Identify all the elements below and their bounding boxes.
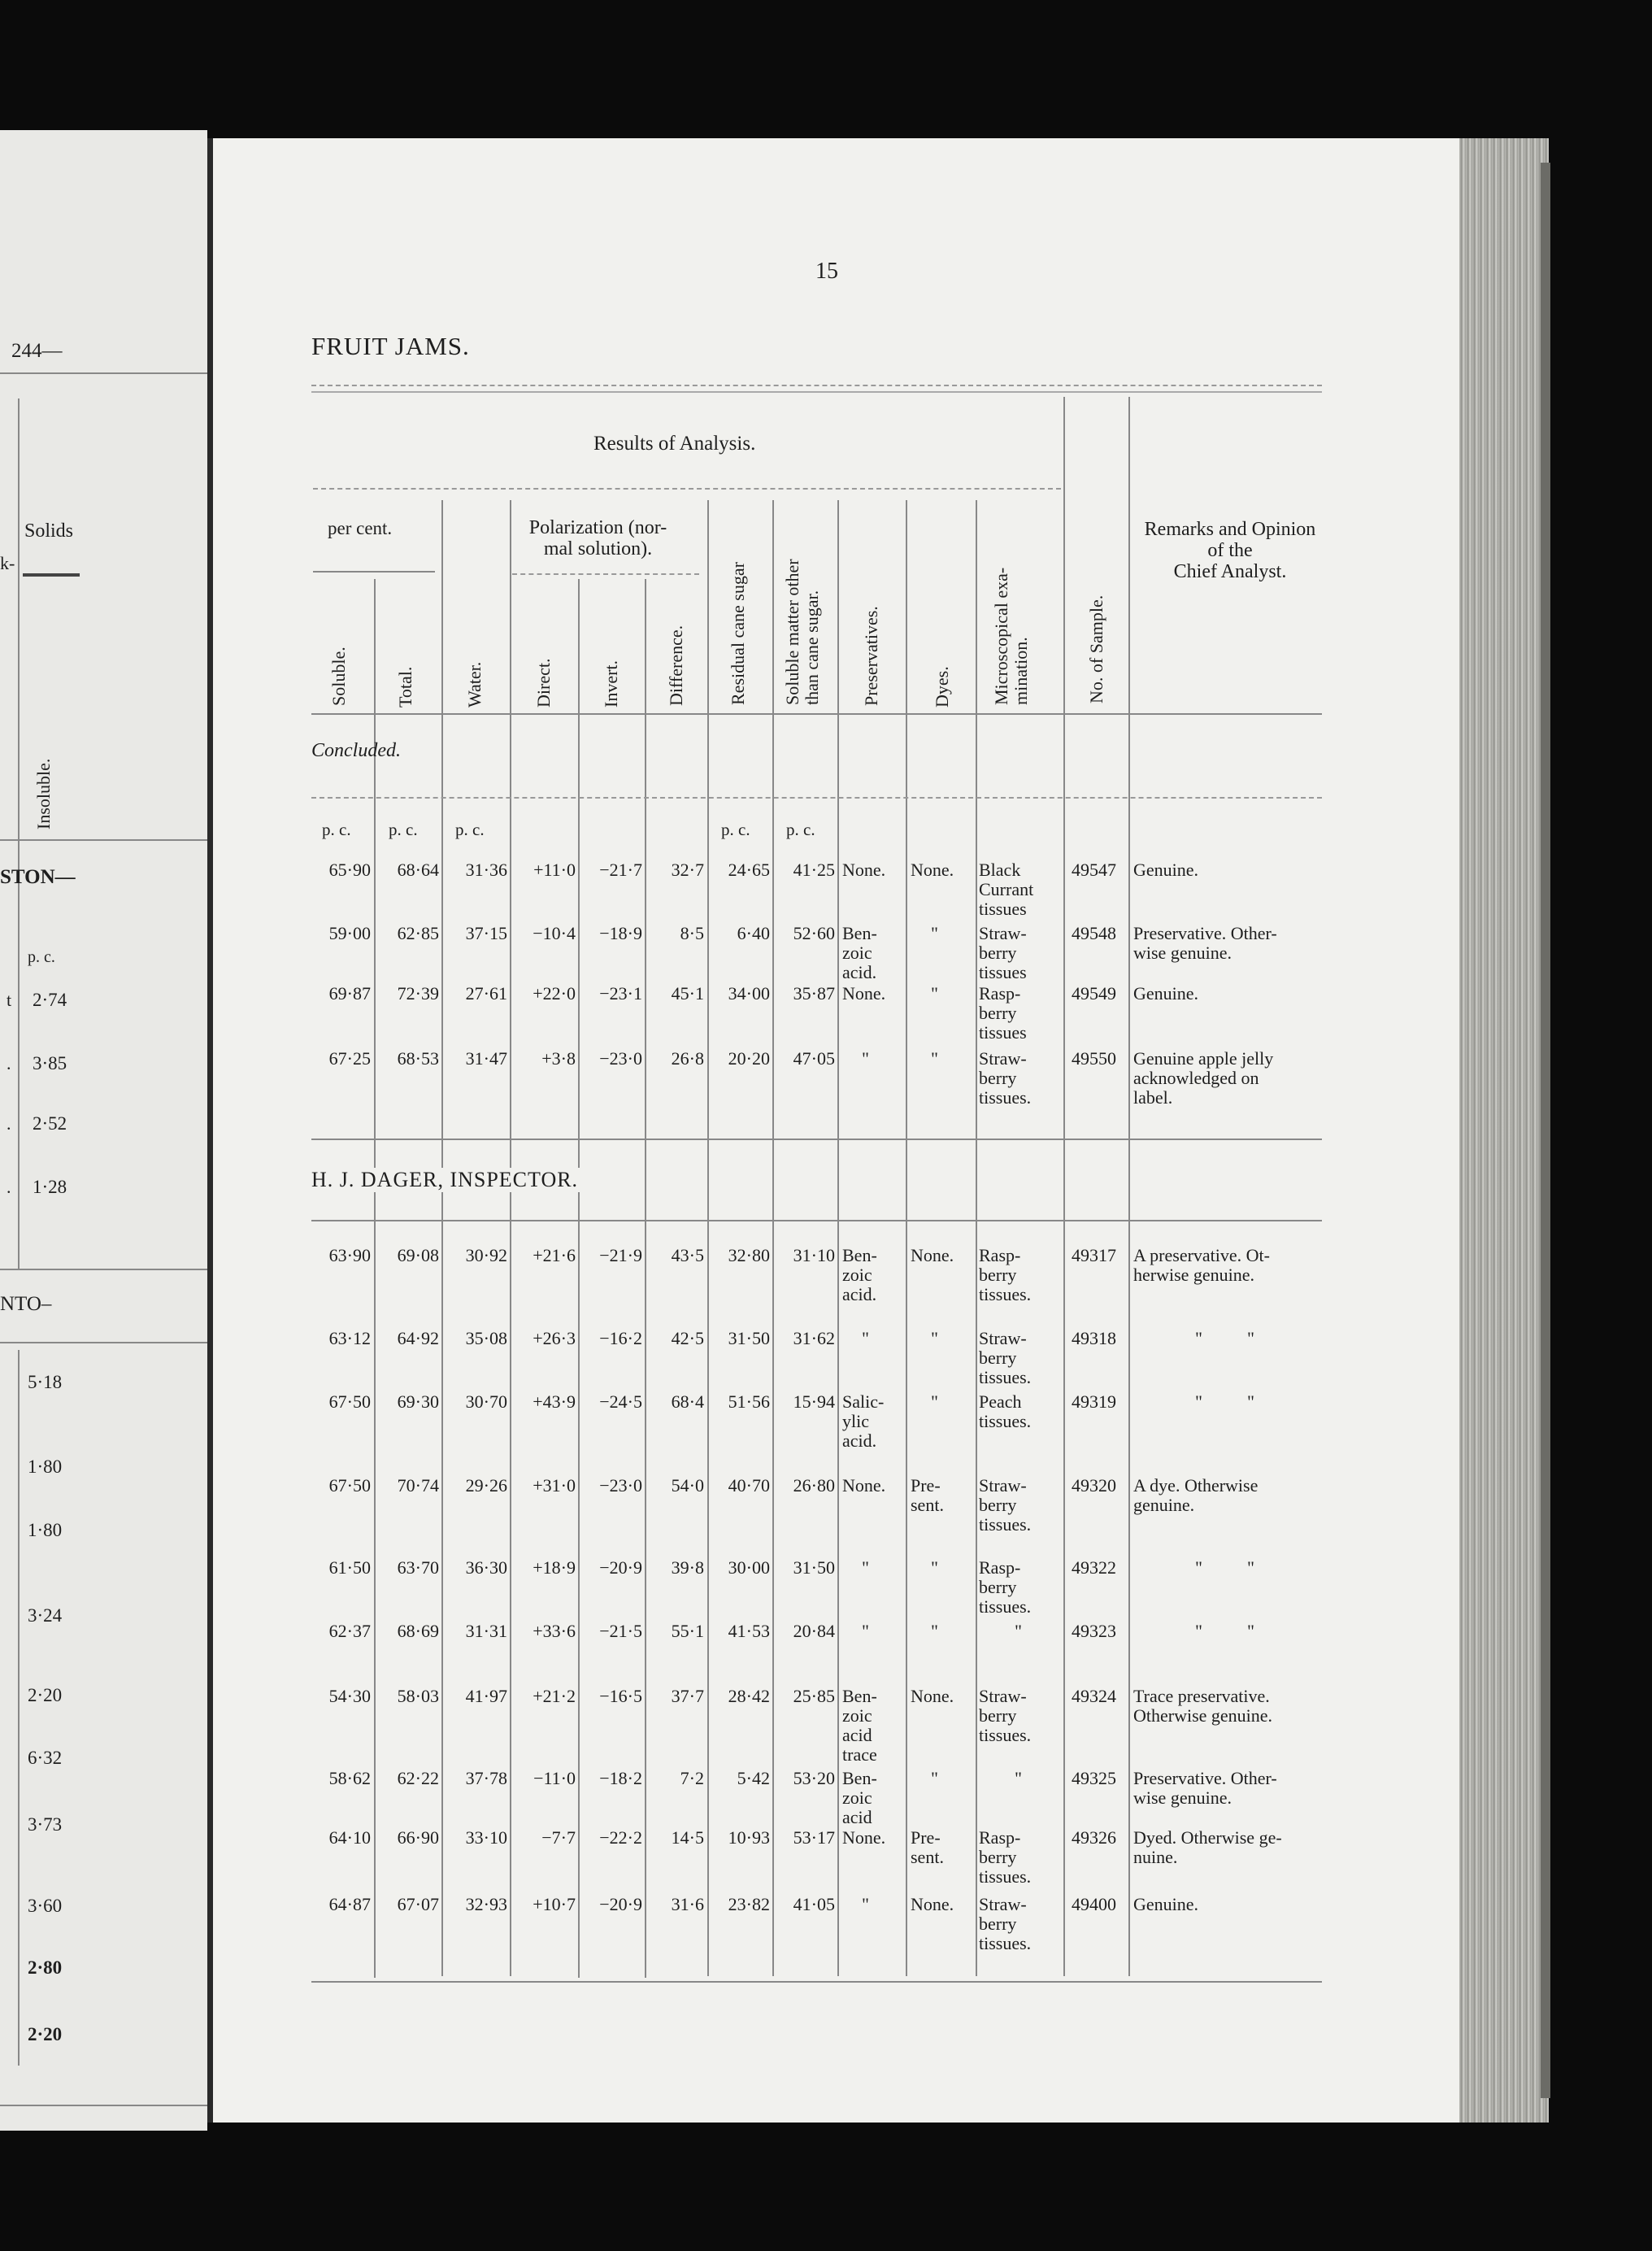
cell-difference: 32·7 bbox=[671, 860, 704, 880]
left-value: 6·32 bbox=[28, 1748, 63, 1768]
cell-total: 62·85 bbox=[397, 923, 439, 943]
cell-invert: −20·9 bbox=[599, 1894, 642, 1914]
cell-residual: 10·93 bbox=[728, 1827, 770, 1848]
cell-preservative: Ben- zoic acid. bbox=[842, 1245, 877, 1304]
left-header-solids: Solids bbox=[24, 520, 74, 542]
group-header-rule bbox=[313, 488, 1061, 490]
inspector-heading: H. J. DAGER, INSPECTOR. bbox=[311, 1168, 586, 1192]
left-section-2-rule bbox=[0, 1342, 207, 1343]
cell-difference: 37·7 bbox=[671, 1686, 704, 1706]
left-value: 3·60 bbox=[28, 1896, 63, 1916]
cell-difference: 54·0 bbox=[671, 1475, 704, 1496]
cell-remarks: Preservative. Other- wise genuine. bbox=[1133, 1768, 1277, 1808]
cell-dyes: None. bbox=[911, 1686, 954, 1706]
cell-remarks: Trace preservative. Otherwise genuine. bbox=[1133, 1686, 1273, 1726]
cell-direct: −10·4 bbox=[533, 923, 576, 943]
cell-remarks: Genuine. bbox=[1133, 1894, 1199, 1914]
group-header: Results of Analysis. bbox=[593, 433, 756, 455]
cell-water: 29·26 bbox=[465, 1475, 507, 1496]
page-title: FRUIT JAMS. bbox=[311, 332, 470, 360]
cell-water: 31·31 bbox=[465, 1621, 507, 1641]
divider-dyes-micro bbox=[976, 500, 977, 1976]
cell-direct: +18·9 bbox=[533, 1557, 576, 1578]
cell-total: 66·90 bbox=[397, 1827, 439, 1848]
cell-micro: Straw- berry tissues bbox=[979, 923, 1027, 982]
cell-matter: 25·85 bbox=[793, 1686, 835, 1706]
cell-difference: 8·5 bbox=[680, 923, 704, 943]
cell-matter: 53·20 bbox=[793, 1768, 835, 1788]
cell-direct: +22·0 bbox=[533, 983, 576, 1004]
cell-water: 31·36 bbox=[465, 860, 507, 880]
cell-soluble: 64·87 bbox=[328, 1894, 371, 1914]
cell-micro: Rasp- berry tissues. bbox=[979, 1827, 1032, 1887]
divider-difference-residual bbox=[707, 500, 709, 1976]
cell-difference: 55·1 bbox=[671, 1621, 704, 1641]
cell-water: 30·70 bbox=[465, 1391, 507, 1412]
cell-residual: 30·00 bbox=[728, 1557, 770, 1578]
col-header-total: Total. bbox=[395, 666, 415, 708]
cell-direct: +43·9 bbox=[533, 1391, 576, 1412]
unit-label: p. c. bbox=[721, 820, 750, 839]
cell-remarks: " " bbox=[1195, 1328, 1254, 1348]
cell-remarks: " " bbox=[1195, 1391, 1254, 1412]
cell-sample: 49320 bbox=[1072, 1475, 1116, 1496]
cell-difference: 31·6 bbox=[671, 1894, 704, 1914]
cell-invert: −23·0 bbox=[599, 1475, 642, 1496]
left-value: 3·73 bbox=[28, 1814, 63, 1835]
cell-micro: Straw- berry tissues. bbox=[979, 1894, 1032, 1953]
cell-remarks: A dye. Otherwise genuine. bbox=[1133, 1475, 1259, 1515]
cell-difference: 26·8 bbox=[671, 1048, 704, 1069]
remarks-header: Remarks and Opinion of the Chief Analyst. bbox=[1144, 519, 1316, 582]
cell-remarks: " " bbox=[1195, 1621, 1254, 1641]
cell-preservative: None. bbox=[842, 983, 886, 1004]
cell-direct: +33·6 bbox=[533, 1621, 576, 1641]
divider-micro-sample bbox=[1063, 397, 1065, 1976]
cell-residual: 31·50 bbox=[728, 1328, 770, 1348]
cell-direct: −7·7 bbox=[541, 1827, 576, 1848]
cell-water: 41·97 bbox=[465, 1686, 507, 1706]
cell-direct: +26·3 bbox=[533, 1328, 576, 1348]
cell-water: 33·10 bbox=[465, 1827, 507, 1848]
cell-preservative: None. bbox=[842, 1827, 886, 1848]
concluded-rule bbox=[311, 797, 1322, 799]
cell-sample: 49400 bbox=[1072, 1894, 1116, 1914]
cell-invert: −16·5 bbox=[599, 1686, 642, 1706]
left-bottom-rule bbox=[0, 2105, 207, 2106]
cell-dyes: " bbox=[931, 1328, 938, 1348]
col-header-water: Water. bbox=[464, 661, 485, 708]
cell-preservative: " bbox=[862, 1328, 869, 1348]
cell-matter: 47·05 bbox=[793, 1048, 835, 1069]
cell-micro: Straw- berry tissues. bbox=[979, 1475, 1032, 1535]
cell-invert: −24·5 bbox=[599, 1391, 642, 1412]
cell-soluble: 64·10 bbox=[328, 1827, 371, 1848]
divider-residual-matter bbox=[772, 500, 774, 1976]
cell-micro: Straw- berry tissues. bbox=[979, 1686, 1032, 1745]
cell-dyes: " bbox=[931, 1048, 938, 1069]
left-value: 3·85 bbox=[33, 1053, 67, 1073]
col-header-difference: Difference. bbox=[666, 625, 686, 706]
cell-invert: −18·9 bbox=[599, 923, 642, 943]
left-column-rule-2 bbox=[18, 1350, 20, 2066]
cell-matter: 20·84 bbox=[793, 1621, 835, 1641]
cell-micro: Rasp- berry tissues bbox=[979, 983, 1027, 1043]
cell-direct: +11·0 bbox=[533, 860, 576, 880]
cell-matter: 31·50 bbox=[793, 1557, 835, 1578]
cell-sample: 49319 bbox=[1072, 1391, 1116, 1412]
cell-soluble: 67·25 bbox=[328, 1048, 371, 1069]
col-header-invert: Invert. bbox=[601, 660, 621, 708]
cell-dyes: " bbox=[931, 1768, 938, 1788]
left-section-1-tail: STON— bbox=[0, 866, 76, 888]
cell-remarks: A preservative. Ot- herwise genuine. bbox=[1133, 1245, 1270, 1285]
cell-dyes: " bbox=[931, 1391, 938, 1412]
cell-micro: Straw- berry tissues. bbox=[979, 1328, 1032, 1387]
cell-preservative: None. bbox=[842, 1475, 886, 1496]
cell-water: 31·47 bbox=[465, 1048, 507, 1069]
left-value: 2·52 bbox=[33, 1113, 67, 1134]
cell-water: 32·93 bbox=[465, 1894, 507, 1914]
per-cent-header: per cent. bbox=[328, 518, 393, 538]
page-edges-shadow bbox=[1541, 163, 1550, 2098]
cell-sample: 49548 bbox=[1072, 923, 1116, 943]
cell-preservative: Ben- zoic acid trace bbox=[842, 1686, 877, 1765]
table-top-rule-2 bbox=[311, 391, 1322, 393]
cell-matter: 52·60 bbox=[793, 923, 835, 943]
cell-total: 72·39 bbox=[397, 983, 439, 1004]
cell-preservative: " bbox=[862, 1557, 869, 1578]
cell-remarks: Genuine. bbox=[1133, 860, 1199, 880]
cell-micro: Rasp- berry tissues. bbox=[979, 1557, 1032, 1617]
cell-dyes: None. bbox=[911, 860, 954, 880]
cell-difference: 45·1 bbox=[671, 983, 704, 1004]
left-header-fragment: k- bbox=[0, 553, 15, 573]
cell-sample: 49325 bbox=[1072, 1768, 1116, 1788]
cell-difference: 14·5 bbox=[671, 1827, 704, 1848]
left-header-bottom-rule bbox=[0, 839, 207, 841]
cell-micro: " bbox=[1015, 1768, 1022, 1788]
left-row-mark: . bbox=[7, 1177, 11, 1197]
cell-soluble: 69·87 bbox=[328, 983, 371, 1004]
unit-label: p. c. bbox=[786, 820, 815, 839]
cell-difference: 7·2 bbox=[680, 1768, 704, 1788]
left-value: 1·80 bbox=[28, 1520, 63, 1540]
cell-total: 67·07 bbox=[397, 1894, 439, 1914]
col-header-direct: Direct. bbox=[533, 658, 554, 708]
cell-residual: 32·80 bbox=[728, 1245, 770, 1265]
cell-difference: 42·5 bbox=[671, 1328, 704, 1348]
left-value: 3·24 bbox=[28, 1605, 63, 1626]
cell-remarks: Preservative. Other- wise genuine. bbox=[1133, 923, 1277, 963]
cell-difference: 43·5 bbox=[671, 1245, 704, 1265]
cell-total: 64·92 bbox=[397, 1328, 439, 1348]
cell-water: 30·92 bbox=[465, 1245, 507, 1265]
divider-preservative-dyes bbox=[906, 500, 907, 1976]
left-value: 5·18 bbox=[28, 1372, 63, 1392]
cell-sample: 49323 bbox=[1072, 1621, 1116, 1641]
divider-water-direct bbox=[510, 500, 511, 1976]
cell-sample: 49324 bbox=[1072, 1686, 1116, 1706]
cell-remarks: Dyed. Otherwise ge- nuine. bbox=[1133, 1827, 1282, 1867]
cell-matter: 35·87 bbox=[793, 983, 835, 1004]
cell-water: 36·30 bbox=[465, 1557, 507, 1578]
cell-micro: Black Currant tissues bbox=[979, 860, 1034, 919]
table-bottom-rule bbox=[311, 1981, 1322, 1983]
cell-residual: 51·56 bbox=[728, 1391, 770, 1412]
cell-dyes: None. bbox=[911, 1894, 954, 1914]
cell-invert: −20·9 bbox=[599, 1557, 642, 1578]
cell-preservative: None. bbox=[842, 860, 886, 880]
cell-invert: −21·5 bbox=[599, 1621, 642, 1641]
cell-sample: 49550 bbox=[1072, 1048, 1116, 1069]
cell-matter: 41·25 bbox=[793, 860, 835, 880]
cell-matter: 53·17 bbox=[793, 1827, 835, 1848]
divider-sample-remarks bbox=[1128, 397, 1130, 1976]
cell-difference: 39·8 bbox=[671, 1557, 704, 1578]
left-value: 1·80 bbox=[28, 1456, 63, 1477]
col-header-soluble-matter: Soluble matter other than cane sugar. bbox=[782, 559, 822, 705]
cell-preservative: " bbox=[862, 1621, 869, 1641]
cell-soluble: 63·12 bbox=[328, 1328, 371, 1348]
divider-invert-difference bbox=[645, 579, 646, 1978]
cell-total: 68·64 bbox=[397, 860, 439, 880]
left-value: 2·20 bbox=[28, 1685, 63, 1705]
cell-soluble: 65·90 bbox=[328, 860, 371, 880]
cell-dyes: Pre- sent. bbox=[911, 1827, 944, 1867]
cell-residual: 20·20 bbox=[728, 1048, 770, 1069]
cell-total: 68·53 bbox=[397, 1048, 439, 1069]
divider-direct-invert bbox=[578, 579, 580, 1978]
left-value: 2·80 bbox=[28, 1957, 63, 1978]
cell-remarks: Genuine. bbox=[1133, 983, 1199, 1004]
cell-direct: +21·2 bbox=[533, 1686, 576, 1706]
cell-residual: 34·00 bbox=[728, 983, 770, 1004]
cell-total: 69·08 bbox=[397, 1245, 439, 1265]
col-header-preservatives: Preservatives. bbox=[861, 606, 881, 706]
unit-label: p. c. bbox=[389, 820, 418, 839]
cell-micro: Peach tissues. bbox=[979, 1391, 1032, 1431]
page-number: 15 bbox=[815, 259, 838, 284]
cell-dyes: None. bbox=[911, 1245, 954, 1265]
cell-preservative: " bbox=[862, 1048, 869, 1069]
cell-total: 69·30 bbox=[397, 1391, 439, 1412]
cell-remarks: " " bbox=[1195, 1557, 1254, 1578]
table-top-rule bbox=[311, 385, 1322, 386]
cell-invert: −23·0 bbox=[599, 1048, 642, 1069]
cell-invert: −21·7 bbox=[599, 860, 642, 880]
col-header-residual: Residual cane sugar bbox=[728, 562, 748, 705]
cell-sample: 49317 bbox=[1072, 1245, 1116, 1265]
cell-sample: 49318 bbox=[1072, 1328, 1116, 1348]
unit-label: p. c. bbox=[322, 820, 351, 839]
cell-matter: 31·62 bbox=[793, 1328, 835, 1348]
left-top-rule bbox=[0, 372, 207, 374]
col-header-microscopical: Microscopical exa- mination. bbox=[991, 567, 1031, 705]
cell-invert: −21·9 bbox=[599, 1245, 642, 1265]
cell-sample: 49322 bbox=[1072, 1557, 1116, 1578]
cell-dyes: " bbox=[931, 983, 938, 1004]
unit-label: p. c. bbox=[455, 820, 485, 839]
cell-residual: 41·53 bbox=[728, 1621, 770, 1641]
left-value: 2·20 bbox=[28, 2024, 63, 2044]
left-row-mark: . bbox=[7, 1113, 11, 1134]
cell-soluble: 62·37 bbox=[328, 1621, 371, 1641]
cell-sample: 49549 bbox=[1072, 983, 1116, 1004]
cell-water: 37·15 bbox=[465, 923, 507, 943]
cell-preservative: Salic- ylic acid. bbox=[842, 1391, 885, 1451]
left-page bbox=[0, 130, 207, 2131]
left-row-mark: t bbox=[7, 990, 12, 1010]
left-section-2-tail: NTO– bbox=[0, 1293, 52, 1315]
left-row-mark: . bbox=[7, 1053, 11, 1073]
cell-preservative: Ben- zoic acid. bbox=[842, 923, 877, 982]
page-edges bbox=[1459, 138, 1549, 2123]
section-2-top-rule bbox=[311, 1220, 1322, 1221]
left-value: 1·28 bbox=[33, 1177, 67, 1197]
cell-water: 35·08 bbox=[465, 1328, 507, 1348]
cell-soluble: 67·50 bbox=[328, 1391, 371, 1412]
divider-total-water bbox=[441, 500, 443, 1976]
polarization-rule bbox=[512, 573, 699, 575]
cell-soluble: 59·00 bbox=[328, 923, 371, 943]
cell-direct: +3·8 bbox=[541, 1048, 576, 1069]
cell-dyes: " bbox=[931, 1621, 938, 1641]
cell-difference: 68·4 bbox=[671, 1391, 704, 1412]
left-header-rule bbox=[23, 573, 80, 577]
polarization-header: Polarization (nor- mal solution). bbox=[528, 517, 667, 559]
cell-residual: 23·82 bbox=[728, 1894, 770, 1914]
per-cent-rule bbox=[313, 571, 435, 573]
cell-total: 58·03 bbox=[397, 1686, 439, 1706]
cell-residual: 28·42 bbox=[728, 1686, 770, 1706]
cell-remarks: Genuine apple jelly acknowledged on label. bbox=[1133, 1048, 1274, 1108]
cell-direct: +31·0 bbox=[533, 1475, 576, 1496]
cell-matter: 41·05 bbox=[793, 1894, 835, 1914]
cell-micro: Rasp- berry tissues. bbox=[979, 1245, 1032, 1304]
cell-preservative: Ben- zoic acid bbox=[842, 1768, 877, 1827]
col-header-sample-no: No. of Sample. bbox=[1086, 594, 1106, 703]
cell-dyes: Pre- sent. bbox=[911, 1475, 944, 1515]
cell-matter: 15·94 bbox=[793, 1391, 835, 1412]
divider-soluble-total bbox=[374, 579, 376, 1978]
section-1-bottom-rule bbox=[311, 1139, 1322, 1140]
cell-micro: Straw- berry tissues. bbox=[979, 1048, 1032, 1108]
cell-soluble: 54·30 bbox=[328, 1686, 371, 1706]
cell-dyes: " bbox=[931, 1557, 938, 1578]
cell-micro: " bbox=[1015, 1621, 1022, 1641]
cell-total: 70·74 bbox=[397, 1475, 439, 1496]
cell-direct: +21·6 bbox=[533, 1245, 576, 1265]
cell-total: 63·70 bbox=[397, 1557, 439, 1578]
cell-residual: 6·40 bbox=[737, 923, 770, 943]
cell-invert: −18·2 bbox=[599, 1768, 642, 1788]
cell-water: 37·78 bbox=[465, 1768, 507, 1788]
cell-residual: 40·70 bbox=[728, 1475, 770, 1496]
left-value: 2·74 bbox=[33, 990, 67, 1010]
cell-invert: −22·2 bbox=[599, 1827, 642, 1848]
cell-residual: 24·65 bbox=[728, 860, 770, 880]
concluded-label: Concluded. bbox=[311, 740, 401, 761]
cell-sample: 49547 bbox=[1072, 860, 1116, 880]
left-section-rule bbox=[0, 1269, 207, 1270]
cell-soluble: 58·62 bbox=[328, 1768, 371, 1788]
col-header-soluble: Soluble. bbox=[328, 647, 349, 706]
cell-soluble: 67·50 bbox=[328, 1475, 371, 1496]
cell-direct: −11·0 bbox=[533, 1768, 576, 1788]
left-column-rule bbox=[18, 398, 20, 1269]
cell-preservative: " bbox=[862, 1894, 869, 1914]
cell-invert: −23·1 bbox=[599, 983, 642, 1004]
left-header-insoluble: Insoluble. bbox=[33, 758, 54, 829]
cell-soluble: 63·90 bbox=[328, 1245, 371, 1265]
col-header-dyes: Dyes. bbox=[932, 666, 952, 708]
cell-dyes: " bbox=[931, 923, 938, 943]
cell-invert: −16·2 bbox=[599, 1328, 642, 1348]
divider-matter-preservative bbox=[837, 500, 839, 1976]
cell-water: 27·61 bbox=[465, 983, 507, 1004]
left-page-number: 244— bbox=[11, 340, 63, 362]
header-bottom-rule bbox=[311, 713, 1322, 715]
cell-direct: +10·7 bbox=[533, 1894, 576, 1914]
cell-soluble: 61·50 bbox=[328, 1557, 371, 1578]
cell-residual: 5·42 bbox=[737, 1768, 770, 1788]
cell-sample: 49326 bbox=[1072, 1827, 1116, 1848]
cell-total: 62·22 bbox=[397, 1768, 439, 1788]
cell-total: 68·69 bbox=[397, 1621, 439, 1641]
cell-matter: 26·80 bbox=[793, 1475, 835, 1496]
cell-matter: 31·10 bbox=[793, 1245, 835, 1265]
left-unit: p. c. bbox=[28, 948, 55, 966]
